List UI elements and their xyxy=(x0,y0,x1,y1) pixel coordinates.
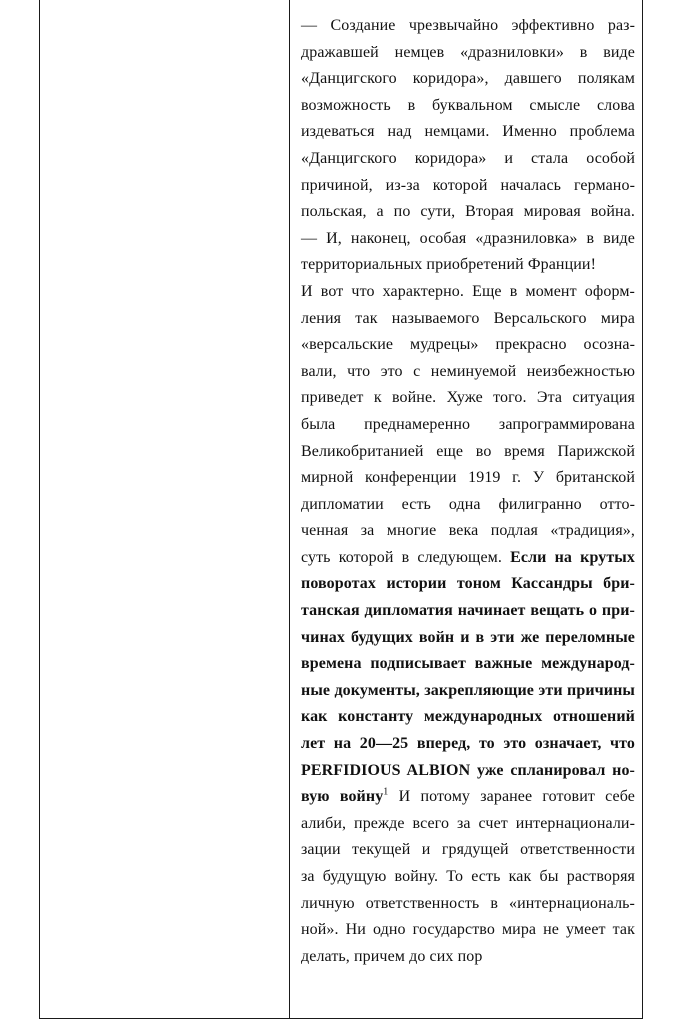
text-line xyxy=(301,93,635,120)
text-line xyxy=(301,811,635,838)
text-segment: «Данцигского коридора», давшего полякам xyxy=(301,70,635,88)
text-line xyxy=(301,837,635,864)
text-segment: издеваться над немцами. Именно проблема xyxy=(301,123,635,141)
text-line xyxy=(301,66,635,93)
column-divider xyxy=(289,0,290,1019)
text-segment: приведет к войне. Хуже того. Эта ситуация xyxy=(301,389,635,407)
text-segment: дражавшей немцев «дразниловки» в виде xyxy=(301,43,635,61)
text-line xyxy=(301,784,635,811)
text-segment: территориальных приобретений Франции! xyxy=(301,256,597,274)
bold-text-segment: ные документы, закрепляющие эти причины xyxy=(301,681,635,699)
text-line xyxy=(301,625,635,652)
bold-text-segment: вую войну xyxy=(301,788,384,806)
text-line xyxy=(301,492,635,519)
text-segment: личную ответственность в «интернациональ- xyxy=(301,894,635,912)
text-segment: алиби, прежде всего за счет интернационали- xyxy=(301,814,635,832)
text-segment: ной». Ни одно государство мира не умеет так xyxy=(301,921,635,939)
text-line xyxy=(301,199,635,226)
text-line xyxy=(301,891,635,918)
bold-text-segment: PERFIDIOUS ALBION уже спланировал но- xyxy=(301,761,635,779)
text-line xyxy=(301,412,635,439)
text-line xyxy=(301,704,635,731)
text-line xyxy=(301,279,635,306)
text-segment: — И, наконец, особая «дразниловка» в виде xyxy=(301,229,635,247)
bold-text-segment: чинах будущих войн и в эти же переломные xyxy=(301,628,635,646)
body-text-column xyxy=(301,13,635,970)
text-segment: мирной конференции 1919 г. У британской xyxy=(301,469,635,487)
text-line xyxy=(301,306,635,333)
bold-text-segment: поворотах истории тоном Кассандры бри- xyxy=(301,575,635,593)
text-line xyxy=(301,119,635,146)
text-segment: зации текущей и грядущей ответственности xyxy=(301,841,635,859)
text-line xyxy=(301,146,635,173)
text-segment: суть которой в следующем. xyxy=(301,548,511,566)
left-empty-cell xyxy=(41,0,288,1017)
text-line xyxy=(301,13,635,40)
footnote-marker: 1 xyxy=(383,786,389,798)
text-line xyxy=(301,359,635,386)
text-segment: И вот что характерно. Еще в момент оформ- xyxy=(301,282,635,300)
text-line xyxy=(301,465,635,492)
text-line xyxy=(301,758,635,785)
text-line xyxy=(301,252,635,279)
text-line xyxy=(301,173,635,200)
text-segment: ления так называемого Версальского мира xyxy=(301,309,635,327)
text-line xyxy=(301,598,635,625)
text-line xyxy=(301,944,635,971)
text-segment: польская, а по сути, Вторая мировая война. xyxy=(301,203,635,221)
text-segment: вали, что это с неминуемой неизбежностью xyxy=(301,362,635,380)
text-segment: ченная за многие века подлая «традиция», xyxy=(301,522,635,540)
bold-text-segment: времена подписывает важные международ- xyxy=(301,655,635,673)
text-line xyxy=(301,678,635,705)
text-line xyxy=(301,332,635,359)
text-segment: — Создание чрезвычайно эффективно раз- xyxy=(301,17,635,34)
text-segment: возможность в буквальном смысле слова xyxy=(301,96,635,114)
text-segment: причиной, из-за которой началась германо- xyxy=(301,176,635,194)
text-segment: Великобританией еще во время Парижской xyxy=(301,442,635,460)
text-line xyxy=(301,518,635,545)
bold-text-segment: Если на крутых xyxy=(510,548,635,566)
text-segment: И потому заранее готовит себе xyxy=(388,788,635,806)
text-segment: дипломатии есть одна филигранно отто- xyxy=(301,495,635,513)
text-segment: «версальские мудрецы» прекрасно осозна- xyxy=(301,336,635,354)
bold-text-segment: как константу международных отношений xyxy=(301,708,635,726)
text-line xyxy=(301,545,635,572)
text-line xyxy=(301,226,635,253)
bold-text-segment: лет на 20—25 вперед, то это означает, что xyxy=(301,735,635,753)
text-segment: за будущую войну. То есть как бы растворяя xyxy=(301,868,635,885)
text-line xyxy=(301,864,635,891)
text-segment: делать, причем до сих пор xyxy=(301,947,483,965)
text-line xyxy=(301,731,635,758)
text-line xyxy=(301,385,635,412)
text-segment: «Данцигского коридора» и стала особой xyxy=(301,149,635,167)
bold-text-segment: танская дипломатия начинает вещать о при- xyxy=(301,602,635,620)
text-line xyxy=(301,40,635,67)
text-line xyxy=(301,917,635,944)
text-line xyxy=(301,439,635,466)
text-line xyxy=(301,651,635,678)
text-line xyxy=(301,571,635,598)
text-segment: была преднамеренно запрограммирована xyxy=(301,415,635,433)
